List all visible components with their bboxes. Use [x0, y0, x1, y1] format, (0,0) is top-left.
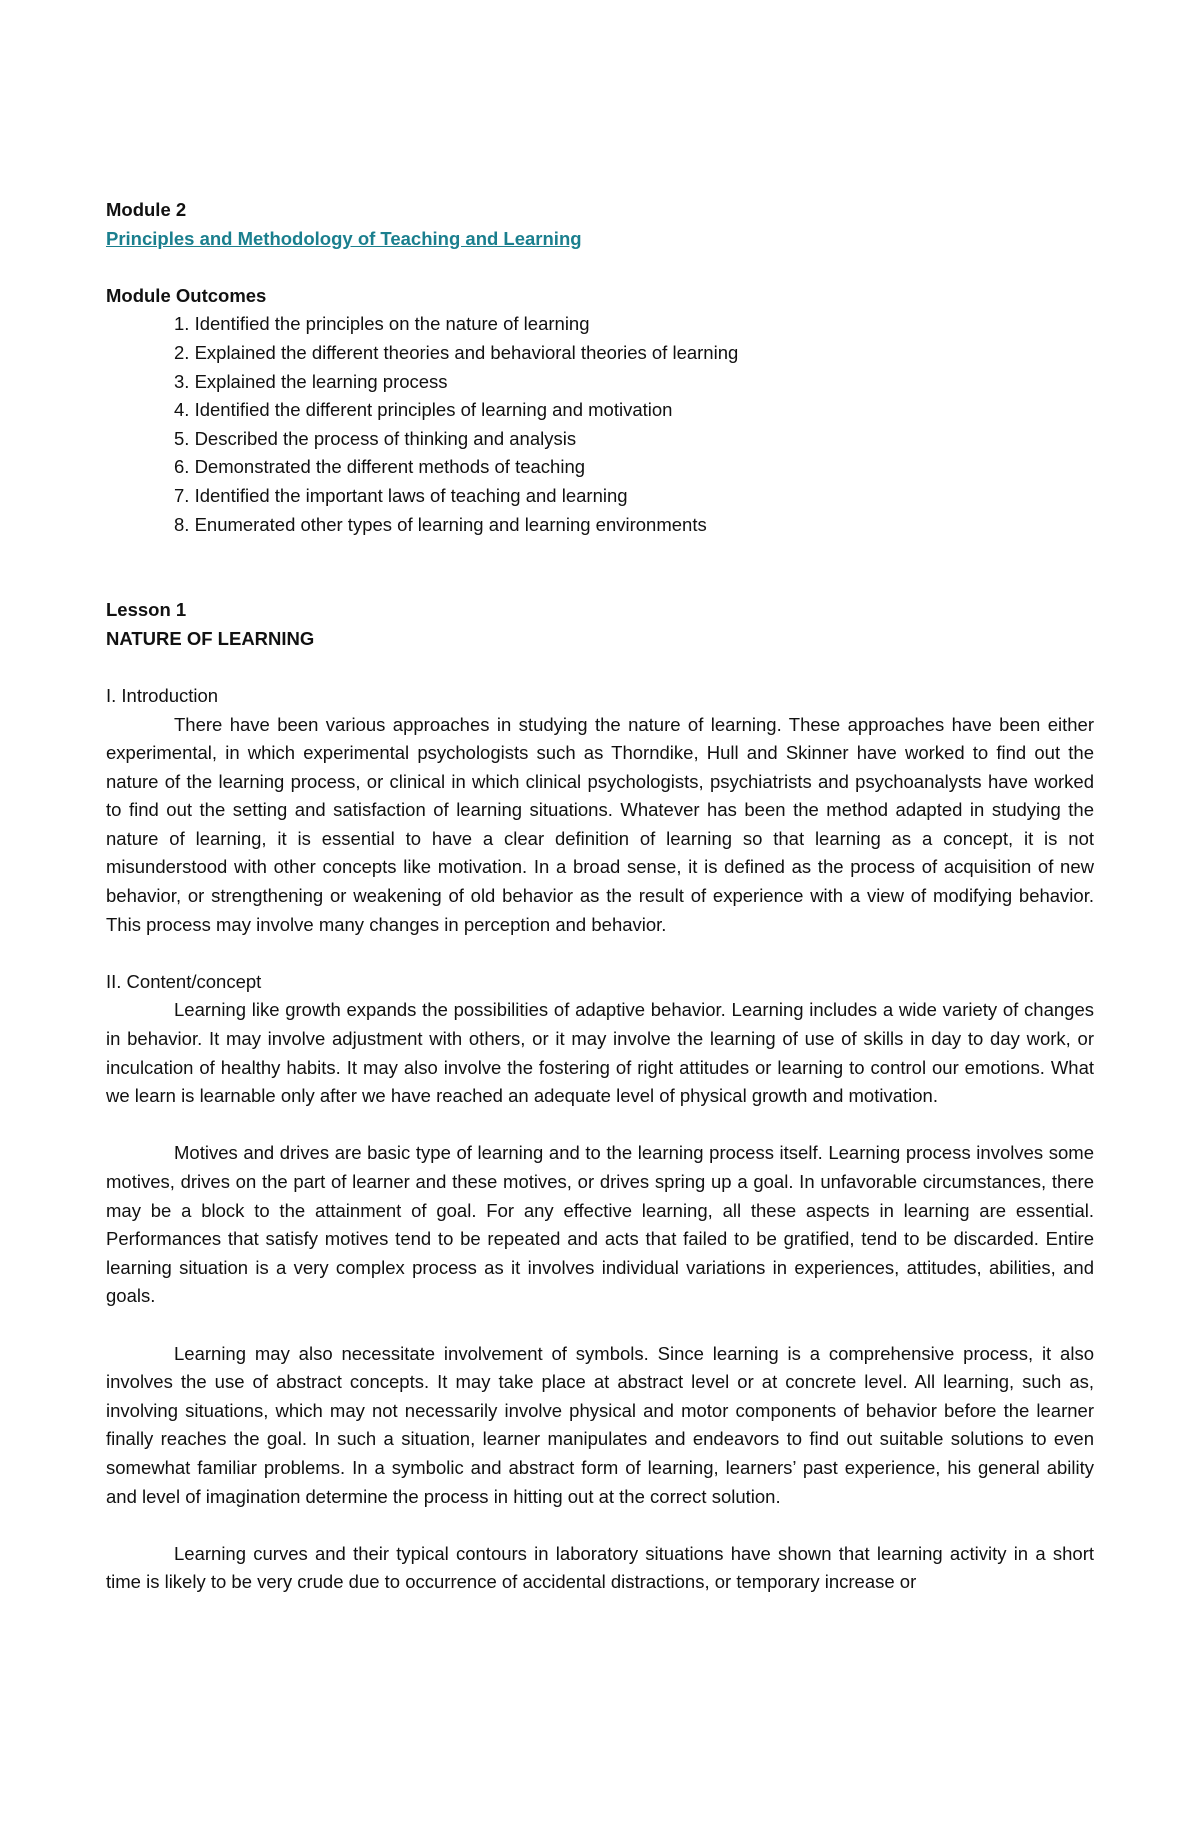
- spacer: [106, 1311, 1094, 1340]
- outcomes-list: [106, 310, 1094, 539]
- module-subtitle-link[interactable]: Principles and Methodology of Teaching and Learning: [106, 227, 582, 249]
- content-heading: II. Content/concept: [106, 970, 262, 992]
- introduction-paragraph: There have been various approaches in studying the nature of learning. These approaches have been either experimental, in which experimental psychologists such as Thorndike, Hull and Skinner have worked to find out the nature of the learning process, or clinical in which clinical psychologists, psychiatrists and psychoanalysts have worked to find out the setting and satisfaction of learning situations. Whatever has been the method adapted in studying the nature of learning, it is essential to have a clear definition of learning so that learning as a concept, it is not misunderstood with other concepts like motivation. In a broad sense, it is defined as the process of acquisition of new behavior, or strengthening or weakening of old behavior as the result of experience with a view of modifying behavior. This process may involve many changes in perception and behavior.: [106, 713, 1094, 935]
- content-paragraph: Learning may also necessitate involvement of symbols. Since learning is a comprehensive process, it also involves the use of abstract concepts. It may take place at abstract level or at concrete level. All learning, such as, involving situations, which may not necessarily involve physical and motor components of behavior before the learner finally reaches the goal. In such a situation, learner manipulates and endeavors to find out suitable solutions to even somewhat familiar problems. In a symbolic and abstract form of learning, learners’ past experience, his general ability and level of imagination determine the process in hitting out at the correct solution.: [106, 1342, 1094, 1507]
- outcomes-heading: Module Outcomes: [106, 284, 267, 306]
- introduction-heading: I. Introduction: [106, 684, 219, 706]
- lesson-label: Lesson 1: [106, 599, 187, 621]
- outcome-item: 8. Enumerated other types of learning and learning environments: [174, 513, 707, 535]
- content-paragraph: Motives and drives are basic type of learning and to the learning process itself. Learning process involves some motives, drives on the part of learner and these motives, or drives spring up a goal. In unfavorable circumstances, there may be a block to the attainment of goal. For any effective learning, all these aspects in learning are essential. Performances that satisfy motives tend to be repeated and acts that failed to be gratified, tend to be discarded. Entire learning situation is a very complex process as it involves individual variations in experiences, attitudes, abilities, and goals.: [106, 1142, 1094, 1307]
- lesson-title: NATURE OF LEARNING: [106, 627, 315, 649]
- outcome-item: 4. Identified the different principles of learning and motivation: [174, 399, 673, 421]
- outcome-item: 7. Identified the important laws of teaching and learning: [174, 484, 628, 506]
- spacer: [106, 539, 1094, 596]
- outcome-item: 5. Described the process of thinking and analysis: [174, 427, 577, 449]
- document-page: [106, 196, 1094, 1597]
- module-label: Module 2: [106, 199, 187, 220]
- outcome-item: 1. Identified the principles on the nature of learning: [174, 313, 590, 335]
- spacer: [106, 1511, 1094, 1540]
- spacer: [106, 253, 1094, 282]
- content-paragraph: Learning curves and their typical contours in laboratory situations have shown that learning activity in a short time is likely to be very crude due to occurrence of accidental distractions, or temporary increase or: [106, 1542, 1094, 1593]
- spacer: [106, 1111, 1094, 1140]
- outcome-item: 6. Demonstrated the different methods of teaching: [174, 456, 586, 478]
- outcome-item: 3. Explained the learning process: [174, 370, 448, 392]
- outcome-item: 2. Explained the different theories and behavioral theories of learning: [174, 341, 739, 363]
- spacer: [106, 939, 1094, 968]
- content-paragraph: Learning like growth expands the possibilities of adaptive behavior. Learning includes a wide variety of changes in behavior. It may involve adjustment with others, or it may involve the learning of use of skills in day to day work, or inculcation of healthy habits. It may also involve the fostering of right attitudes or learning to control our emotions. What we learn is learnable only after we have reached an adequate level of physical growth and motivation.: [106, 999, 1094, 1107]
- spacer: [106, 653, 1094, 682]
